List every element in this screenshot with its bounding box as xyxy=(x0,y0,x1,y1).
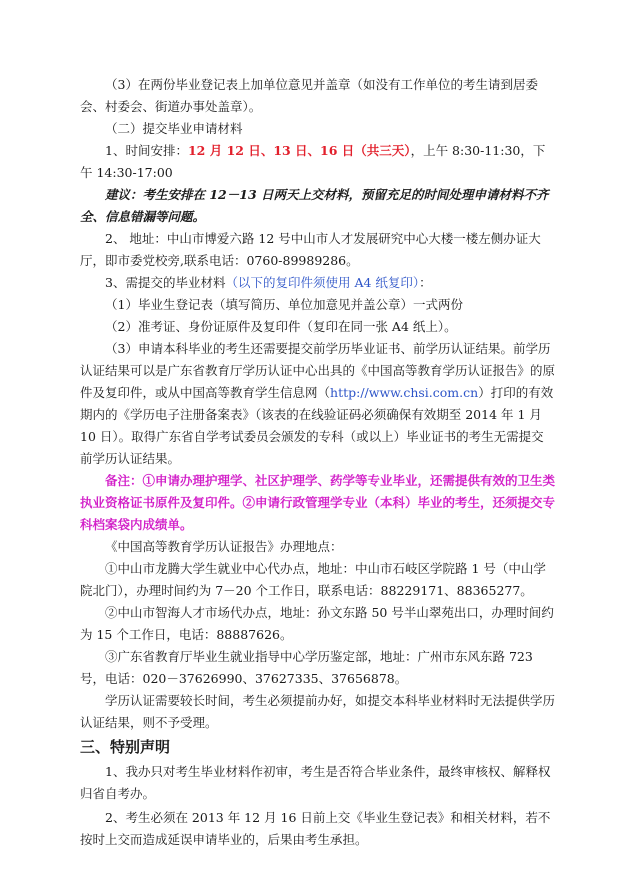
prior-degree-text: （3）申请本科毕业的考生还需要提交前学历毕业证书、前学历认证结果。前学历认证结果可以是广东省教育厅学历认证中心出具的《中国高等教育学历认证报告》的原件及复印件，或从中国高等教育学生信息网（ xyxy=(80,341,556,400)
section-heading-special-statement: 三、特别声明 xyxy=(80,738,171,756)
location-zhihai: ②中山市智海人才市场代办点，地址：孙文东路 50 号半山翠苑出口，办理时间约为 15 个工作日，电话：88887626。 xyxy=(80,605,554,642)
para-unit-stamp: （3）在两份毕业登记表上加单位意见并盖章（如没有工作单位的考生请到居委会、村委会、街道办事处盖章）。 xyxy=(80,77,538,114)
para-cert-time-note: 学历认证需要较长时间，考生必须提前办好，如提交本科毕业材料时无法提供学历认证结果，则不予受理。 xyxy=(80,693,556,730)
statement-2: 2、考生必须在 2013 年 12 月 16 日前上交《毕业生登记表》和相关材料，若不按时上交而造成延误申请毕业的，后果由考生承担。 xyxy=(80,810,551,847)
prior-degree-text-2: ）打印的有效期内的《学历电子注册备案表》（该表的在线验证码必须确保有效期至 2014 年 1 月 10 日）。取得广东省自学考试委员会颁发的专科（或以上）毕业证书的考生无需提交前学历认证结果。 xyxy=(80,385,554,466)
subheading-submit-materials: （二）提交毕业申请材料 xyxy=(105,121,243,136)
location-guangdong-edu: ③广东省教育厅毕业生就业指导中心学历鉴定部，地址：广州市东风东路 723 号，电话：020－37626990、37627335、37656878。 xyxy=(80,649,533,686)
required-materials-label: 3、需提交的毕业材料 xyxy=(105,275,226,290)
chsi-link[interactable]: http://www.chsi.com.cn xyxy=(330,385,479,400)
schedule-dates: 12 月 12 日、13 日、16 日（共三天） xyxy=(187,143,411,158)
required-materials-colon: ： xyxy=(419,275,432,290)
schedule-hours: ，上午 8:30-11:30，下午 14:30-17:00 xyxy=(80,143,546,180)
item-registration-form: （1）毕业生登记表（填写简历、单位加意见并盖公章）一式两份 xyxy=(105,297,463,312)
para-required-materials xyxy=(80,272,556,294)
location-longteng: ①中山市龙腾大学生就业中心代办点，地址：中山市石岐区学院路 1 号（中山学院北门），办理时间约为 7－20 个工作日，联系电话：88229171、88365277。 xyxy=(80,561,546,598)
a4-copy-note: （以下的复印件须使用 A4 纸复印） xyxy=(225,275,420,290)
para-remark: 备注：①申请办理护理学、社区护理学、药学等专业毕业，还需提供有效的卫生类执业资格证书原件及复印件。②申请行政管理学专业（本科）毕业的考生，还须提交专科档案袋内成绩单。 xyxy=(80,473,556,532)
item-prior-degree xyxy=(80,338,556,470)
document-body xyxy=(80,74,556,851)
schedule-label: 1、时间安排： xyxy=(105,143,188,158)
para-cert-locations: 《中国高等教育学历认证报告》办理地点： xyxy=(105,539,343,554)
statement-1: 1、我办只对考生毕业材料作初审，考生是否符合毕业条件，最终审核权、解释权归省自考办。 xyxy=(80,764,551,801)
para-schedule xyxy=(80,140,556,184)
item-id-documents: （2）准考证、身份证原件及复印件（复印在同一张 A4 纸上）。 xyxy=(105,319,457,334)
para-address: 2、 地址：中山市博爱六路 12 号中山市人才发展研究中心大楼一楼左侧办证大厅，即市委党校旁,联系电话：0760-89989286。 xyxy=(80,231,541,268)
para-suggestion: 建议：考生安排在 12－13 日两天上交材料，预留充足的时间处理申请材料不齐全、信息错漏等问题。 xyxy=(80,187,549,224)
